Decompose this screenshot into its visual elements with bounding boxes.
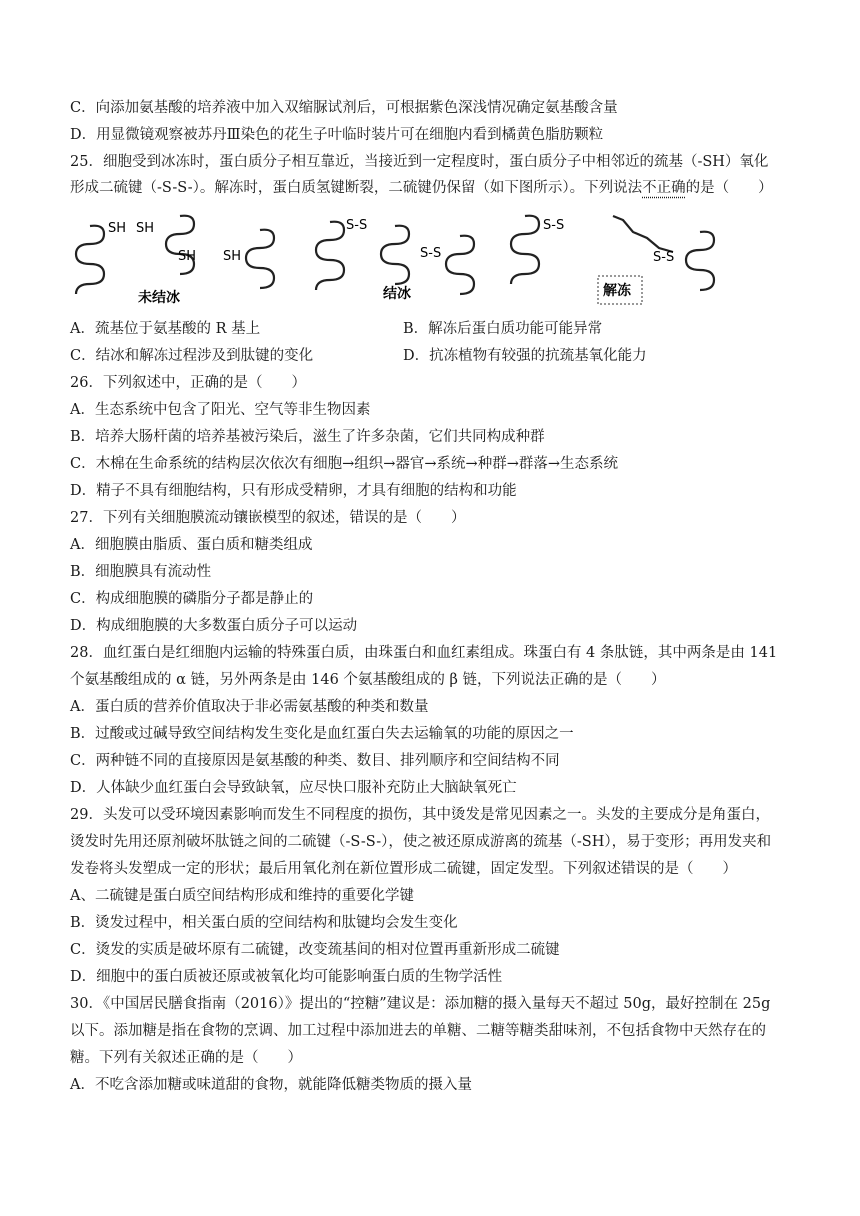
body-line: D．构成细胞膜的大多数蛋白质分子可以运动	[70, 618, 358, 634]
protein-freeze-diagram	[68, 202, 728, 312]
body-line: A．生态系统中包含了阳光、空气等非生物因素	[70, 402, 371, 418]
chain-2c	[446, 236, 474, 294]
ss-label-2a: S-S	[346, 218, 368, 233]
body-line: 28．血红蛋白是红细胞内运输的特殊蛋白质，由珠蛋白和血红素组成。珠蛋白有 4 条肽链，其中两条是由 141	[70, 645, 778, 661]
body-line: C．烫发的实质是破坏原有二硫键，改变巯基间的相对位置再重新形成二硫键	[70, 942, 560, 958]
body-line: B．细胞膜具有流动性	[70, 564, 212, 580]
body-line: 26．下列叙述中，正确的是（ ）	[70, 375, 306, 391]
body-line: C．两种链不同的直接原因是氨基酸的种类、数目、排列顺序和空间结构不同	[70, 753, 560, 769]
body-line: 发卷将头发塑成一定的形状；最后用氧化剂在新位置形成二硫键，固定发型。下列叙述错误的是（ ）	[70, 861, 737, 877]
body-line: 27．下列有关细胞膜流动镶嵌模型的叙述，错误的是（ ）	[70, 510, 466, 526]
emphasis-not-correct: 不正确	[642, 180, 686, 196]
q25-option-b: B．解冻后蛋白质功能可能异常	[403, 321, 603, 337]
ss-label-3a: S-S	[543, 218, 565, 233]
body-line: A．蛋白质的营养价值取决于非必需氨基酸的种类和数量	[70, 699, 429, 715]
q25-stem-line1: 25．细胞受到冰冻时，蛋白质分子相互靠近，当接近到一定程度时，蛋白质分子中相邻近的巯基（-SH）氧化	[70, 154, 769, 170]
body-line: 以下。添加糖是指在食物的烹调、加工过程中添加进去的单糖、二糖等糖类甜味剂，不包括食物中天然存在的	[70, 1023, 766, 1039]
q24-option-c: C．向添加氨基酸的培养液中加入双缩脲试剂后，可根据紫色深浅情况确定氨基酸含量	[70, 100, 618, 116]
body-line: 30．《中国居民膳食指南（2016）》提出的“控糖”建议是：添加糖的摄入量每天不超过 50g，最好控制在 25g	[70, 996, 771, 1012]
body-line: A、二硫键是蛋白质空间结构形成和维持的重要化学键	[70, 888, 414, 904]
body-line: 个氨基酸组成的 α 链，另外两条是由 146 个氨基酸组成的 β 链，下列说法正确的是（ ）	[70, 672, 666, 688]
body-line: 烫发时先用还原剂破坏肽链之间的二硫键（-S-S-），使之被还原成游离的巯基（-SH），易于变形；再用发夹和	[70, 834, 772, 850]
chain-3b	[613, 216, 673, 252]
sh-label-4: SH	[223, 249, 242, 264]
body-line: B．培养大肠杆菌的培养基被污染后，滋生了许多杂菌，它们共同构成种群	[70, 429, 545, 445]
chain-1c	[246, 230, 274, 288]
q25-option-c: C．结冰和解冻过程涉及到肽键的变化	[70, 348, 314, 364]
chain-2a	[316, 222, 344, 290]
ss-label-2b: S-S	[420, 246, 442, 261]
q25-stem-end: 的是（ ）	[685, 180, 773, 196]
body-line: D．细胞中的蛋白质被还原或被氧化均可能影响蛋白质的生物学活性	[70, 969, 503, 985]
q25-stem-text: 形成二硫键（-S-S-）。解冻时，蛋白质氢键断裂，二硫键仍保留（如下图所示）。下列说法	[70, 180, 643, 196]
body-line: D．精子不具有细胞结构，只有形成受精卵，才具有细胞的结构和功能	[70, 483, 517, 499]
body-line: 29．头发可以受环境因素影响而发生不同程度的损伤，其中烫发是常见因素之一。头发的主要成分是角蛋白，	[70, 807, 770, 823]
panel-label-thawed: 解冻	[603, 283, 631, 299]
q25-option-d: D．抗冻植物有较强的抗巯基氧化能力	[403, 348, 647, 364]
chain-3a	[511, 216, 539, 284]
body-line: B．过酸或过碱导致空间结构发生变化是血红蛋白失去运输氧的功能的原因之一	[70, 726, 574, 742]
q25-option-a: A．巯基位于氨基酸的 R 基上	[70, 321, 261, 337]
q25-stem-line2	[70, 178, 800, 198]
body-line: C．木棉在生命系统的结构层次依次有细胞→组织→器官→系统→种群→群落→生态系统	[70, 456, 618, 472]
chain-1b	[166, 216, 197, 274]
sh-label-1: SH	[108, 221, 127, 236]
ss-label-3b: S-S	[653, 250, 675, 265]
body-line: 糖。下列有关叙述正确的是（ ）	[70, 1050, 302, 1066]
body-line: B．烫发过程中，相关蛋白质的空间结构和肽键均会发生变化	[70, 915, 458, 931]
chain-1a	[76, 226, 104, 294]
chain-2b	[381, 226, 409, 284]
panel-label-frozen: 结冰	[383, 286, 411, 302]
body-line: A．细胞膜由脂质、蛋白质和糖类组成	[70, 537, 313, 553]
body-line: A．不吃含添加糖或味道甜的食物，就能降低糖类物质的摄入量	[70, 1077, 472, 1093]
panel-label-unfrozen: 未结冰	[138, 290, 180, 306]
sh-label-2: SH	[136, 221, 155, 236]
body-line: D．人体缺少血红蛋白会导致缺氧，应尽快口服补充防止大脑缺氧死亡	[70, 780, 517, 796]
sh-label-3: SH	[178, 249, 197, 264]
body-line: C．构成细胞膜的磷脂分子都是静止的	[70, 591, 314, 607]
q24-option-d: D．用显微镜观察被苏丹Ⅲ染色的花生子叶临时装片可在细胞内看到橘黄色脂肪颗粒	[70, 127, 604, 143]
chain-3c	[686, 232, 714, 290]
